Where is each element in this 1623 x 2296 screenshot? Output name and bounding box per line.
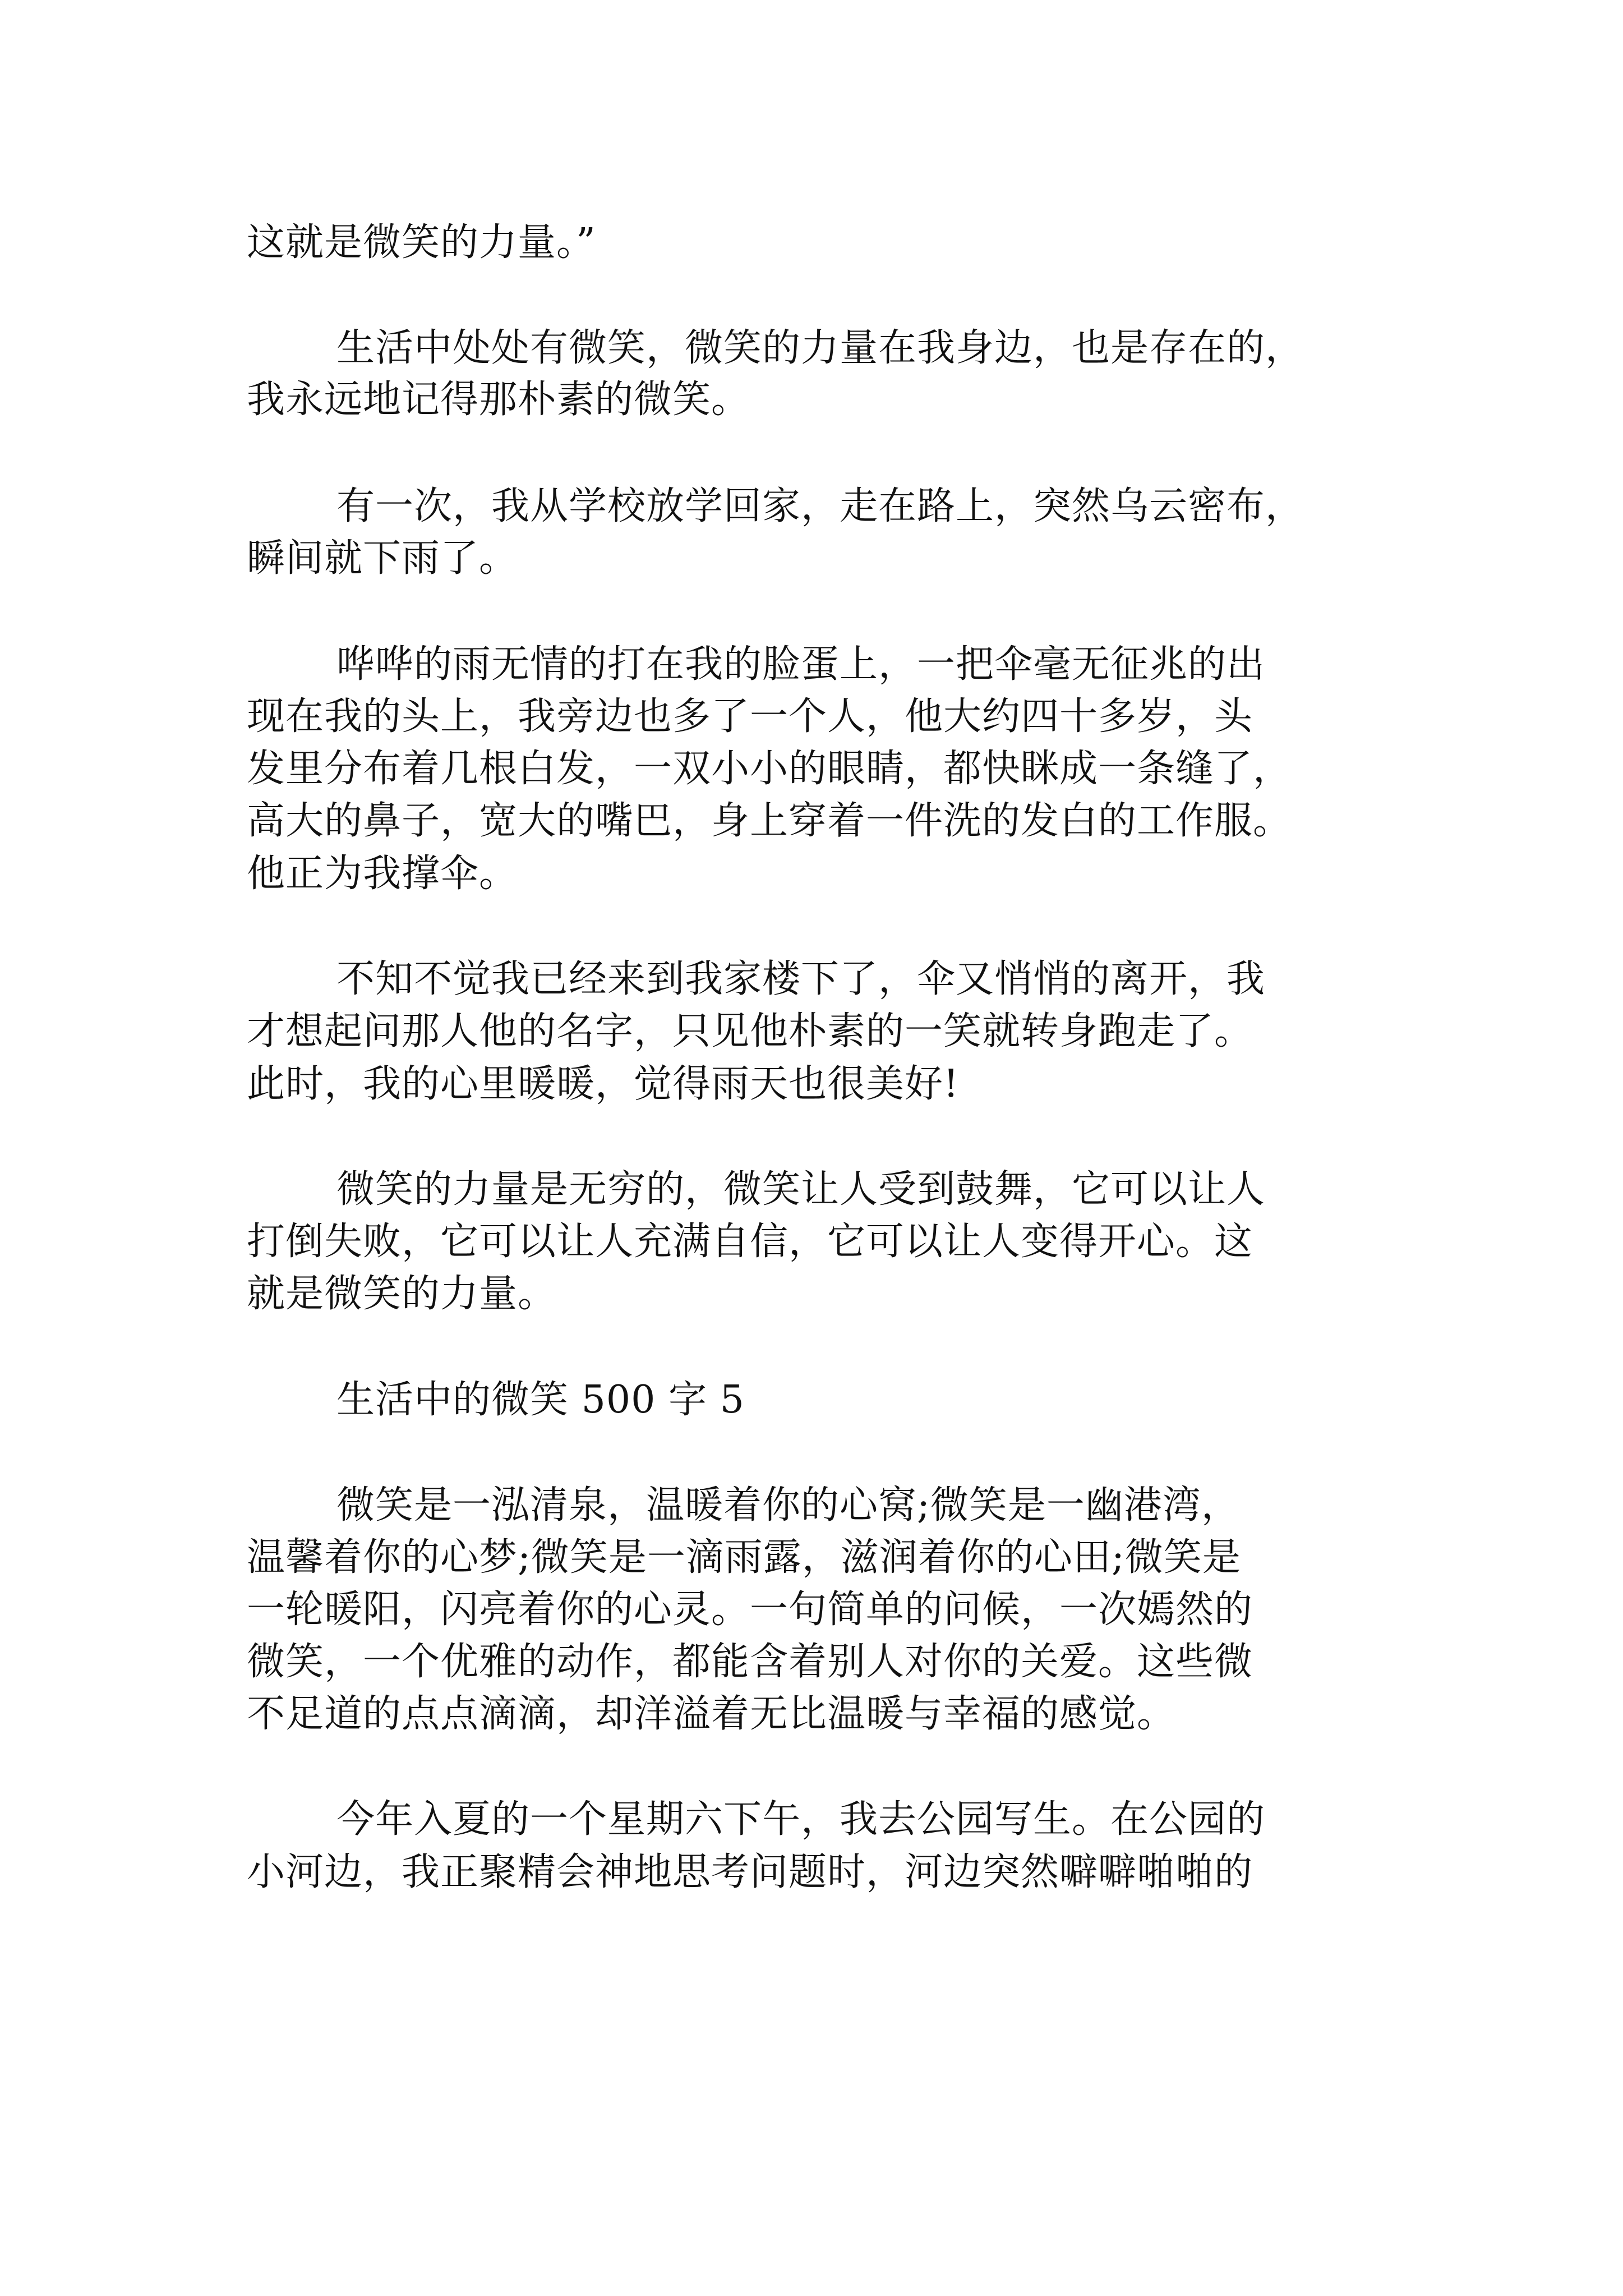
text-line: 微笑是一泓清泉，温暖着你的心窝;微笑是一幽港湾， (336, 1483, 1240, 1527)
text-line: 此时，我的心里暖暖，觉得雨天也很美好! (247, 1062, 960, 1106)
text-line: 温馨着你的心梦;微笑是一滴雨露，滋润着你的心田;微笑是 (247, 1535, 1241, 1580)
text-line: 微笑的力量是无穷的，微笑让人受到鼓舞，它可以让人 (336, 1167, 1266, 1212)
section-heading: 生活中的微笑 500 字 5 (336, 1378, 745, 1422)
text-line: 不足道的点点滴滴，却洋溢着无比温暖与幸福的感觉。 (247, 1692, 1176, 1736)
text-line: 他正为我撑伞。 (247, 852, 518, 896)
text-line: 瞬间就下雨了。 (247, 536, 518, 581)
text-line: 哗哗的雨无情的打在我的脸蛋上，一把伞毫无征兆的出 (336, 642, 1266, 687)
text-line: 现在我的头上，我旁边也多了一个人，他大约四十多岁，头 (247, 694, 1253, 739)
text-line: 打倒失败，它可以让人充满自信，它可以让人变得开心。这 (247, 1220, 1253, 1264)
text-line: 就是微笑的力量。 (247, 1272, 557, 1316)
text-line: 微笑，一个优雅的动作，都能含着别人对你的关爱。这些微 (247, 1640, 1253, 1684)
text-line: 我永远地记得那朴素的微笑。 (247, 378, 750, 422)
text-line: 有一次，我从学校放学回家，走在路上，突然乌云密布， (336, 484, 1304, 528)
text-line: 才想起问那人他的名字，只见他朴素的一笑就转身跑走了。 (247, 1009, 1253, 1053)
text-line: 发里分布着几根白发，一双小小的眼睛，都快眯成一条缝了， (247, 747, 1292, 791)
text-line: 今年入夏的一个星期六下午，我去公园写生。在公园的 (336, 1797, 1266, 1842)
text-line: 一轮暖阳，闪亮着你的心灵。一句简单的问候，一次嫣然的 (247, 1588, 1253, 1632)
text-line: 这就是微笑的力量。” (247, 220, 596, 265)
text-line: 高大的鼻子，宽大的嘴巴，身上穿着一件洗的发白的工作服。 (247, 799, 1292, 843)
text-line: 小河边，我正聚精会神地思考问题时，河边突然噼噼啪啪的 (247, 1850, 1253, 1894)
text-line: 生活中处处有微笑，微笑的力量在我身边，也是存在的， (336, 326, 1304, 370)
text-line: 不知不觉我已经来到我家楼下了，伞又悄悄的离开，我 (336, 957, 1266, 1001)
